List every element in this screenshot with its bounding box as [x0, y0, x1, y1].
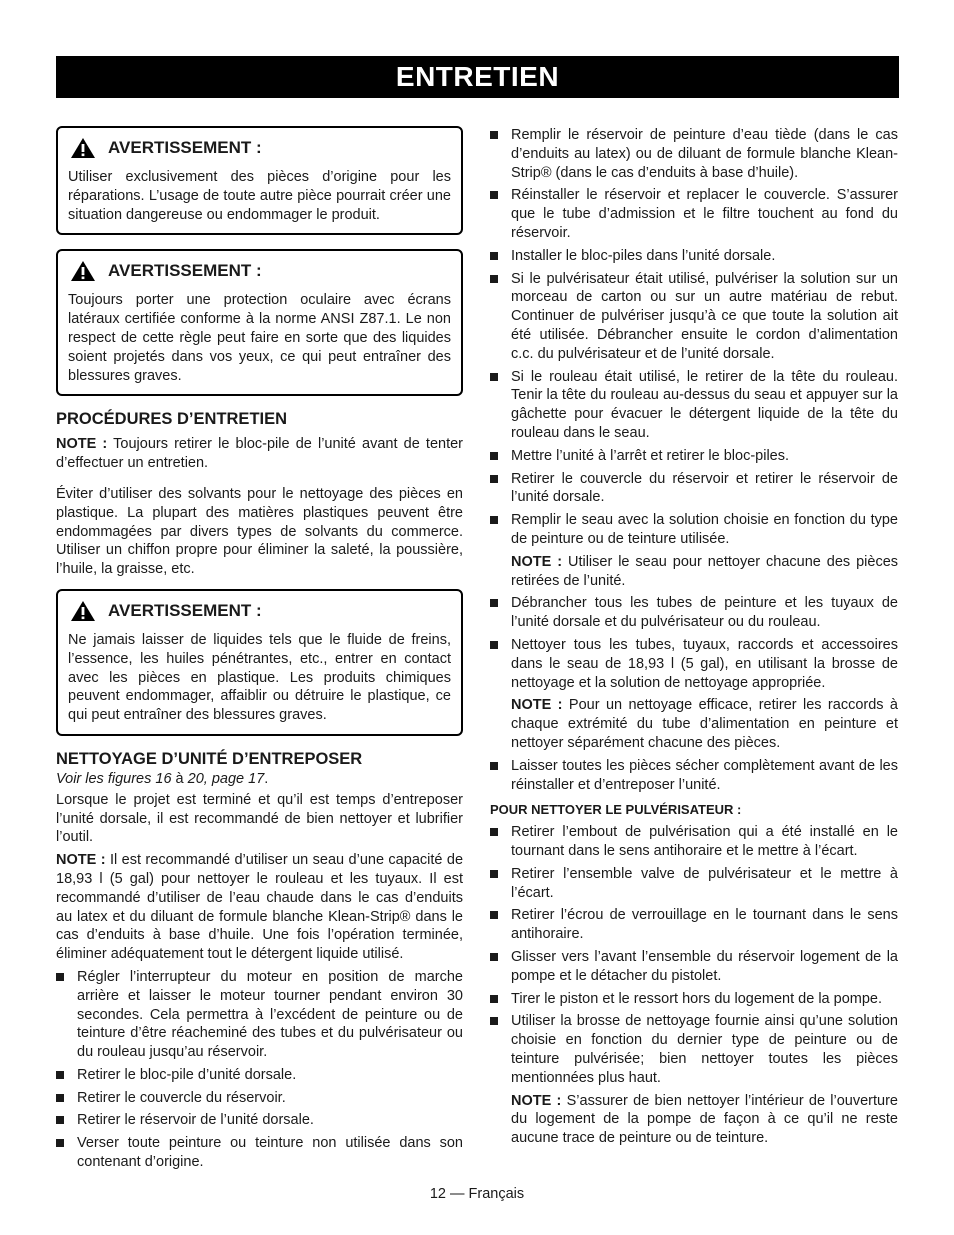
bullet-icon	[56, 1116, 64, 1124]
page-title: ENTRETIEN	[56, 56, 899, 98]
bullet-icon	[490, 828, 498, 836]
left-column	[56, 126, 463, 1176]
storage-steps-right-b	[490, 594, 898, 692]
list-item	[490, 1012, 898, 1087]
list-item	[490, 511, 898, 549]
list-item	[490, 594, 898, 632]
note-label: NOTE :	[56, 852, 106, 869]
list-item-text: Régler l’interrupteur du moteur en position de marche arrière et laisser le moteur tourner pendant environ 30 secondes. Cela permettra à l’excédent de peinture ou de teinture d’être réacheminé des tubes et du pulvérisateur ou du rouleau jusqu’au réservoir.	[77, 968, 463, 1061]
note-label: NOTE :	[56, 436, 108, 453]
bullet-icon	[56, 973, 64, 981]
bullet-icon	[490, 373, 498, 381]
bullet-icon	[490, 516, 498, 524]
list-item-text: Remplir le réservoir de peinture d’eau tiède (dans le cas d’enduits au latex) ou de diluant de formule blanche Klean-Strip® (dans le cas d’enduits à base d’huile).	[511, 127, 898, 181]
procedures-heading: PROCÉDURES D’ENTRETIEN	[56, 410, 288, 429]
note-label: NOTE :	[511, 1092, 562, 1109]
warning-box	[56, 589, 463, 736]
list-item	[490, 126, 898, 182]
sprayer-heading: POUR NETTOYER LE PULVÉRISATEUR :	[490, 802, 742, 818]
bullet-icon	[490, 641, 498, 649]
warning-header	[70, 600, 451, 622]
list-item-text: Remplir le seau avec la solution choisie en fonction du type de peinture ou de teinture utilisée.	[511, 512, 898, 547]
pump-opening-note	[490, 1092, 898, 1148]
bucket-note	[490, 553, 898, 591]
list-item-text: Retirer le couvercle du réservoir.	[77, 1089, 286, 1106]
storage-steps-right-c	[490, 757, 898, 795]
list-item-text: Retirer l’embout de pulvérisation qui a été installé en le tournant dans le sens antihoraire et le mettre à l’écart.	[511, 824, 898, 860]
warning-text: Toujours porter une protection oculaire avec écrans latéraux certifiée conforme à la norme ANSI Z87.1. Le non respect de cette règle peut faire en sorte que des liquides soient projetés dans vos yeux, ce qui peut entraîner des blessures graves.	[68, 292, 451, 384]
note-text: Utiliser le seau pour nettoyer chacune des pièces retirées de l’unité.	[511, 553, 899, 589]
list-item	[56, 1134, 463, 1172]
warning-title: AVERTISSEMENT :	[108, 600, 262, 620]
list-item	[490, 270, 898, 364]
list-item-text: Mettre l’unité à l’arrêt et retirer le bloc-piles.	[511, 447, 790, 464]
fittings-note	[490, 696, 898, 752]
figure-ref-mid: à	[171, 770, 188, 787]
bullet-icon	[490, 911, 498, 919]
warning-box	[56, 126, 463, 235]
list-item	[490, 906, 898, 944]
list-item-text: Retirer l’ensemble valve de pulvérisateur et le mettre à l’écart.	[511, 865, 898, 901]
storage-steps-left	[56, 968, 463, 1172]
warning-header	[70, 137, 451, 159]
bullet-icon	[56, 1094, 64, 1102]
list-item	[490, 368, 898, 443]
warning-text: Ne jamais laisser de liquides tels que le fluide de freins, l’essence, les huiles pénétrantes, etc., entrer en contact avec les pièces en plastique. Les produits chimiques peuvent endommager, affaiblir ou détruire le plastique, ce qui peut entraîner des blessures graves.	[68, 631, 451, 724]
bullet-icon	[490, 131, 498, 139]
storage-heading: NETTOYAGE D’UNITÉ D’ENTREPOSER	[56, 749, 363, 768]
list-item-text: Utiliser la brosse de nettoyage fournie ainsi qu’une solution choisie en fonction du dernier type de peinture ou de teinture pulvérisée; bien nettoyer toutes les pièces mentionnées plus haut.	[511, 1013, 898, 1086]
warning-title: AVERTISSEMENT :	[108, 138, 262, 157]
storage-note	[56, 851, 463, 964]
list-item	[56, 1066, 463, 1085]
bullet-icon	[490, 452, 498, 460]
list-item	[490, 948, 898, 986]
list-item-text: Réinstaller le réservoir et replacer le couvercle. S’assurer que le tube d’admission et le filtre touchent au fond du réservoir.	[511, 187, 898, 241]
figure-ref-period: .	[264, 770, 269, 787]
list-item-text: Installer le bloc-piles dans l’unité dorsale.	[511, 247, 776, 264]
list-item-text: Tirer le piston et le ressort hors du logement de la pompe.	[511, 990, 883, 1007]
list-item-text: Verser toute peinture ou teinture non utilisée dans son contenant d’origine.	[77, 1135, 463, 1171]
list-item-text: Retirer le réservoir de l’unité dorsale.	[77, 1112, 314, 1129]
figure-reference	[56, 770, 463, 789]
list-item	[56, 1111, 463, 1130]
right-column	[490, 126, 898, 1152]
storage-steps-right	[490, 126, 898, 549]
list-item-text: Si le pulvérisateur était utilisé, pulvériser la solution sur un morceau de carton ou sur un autre matériau de rebut. Continuer de pulvériser jusqu’à ce que toute la solution ait été utilisée. Débrancher ensuite le cordon d’alimentation c.c. du pulvérisateur et de l’unité dorsale.	[511, 270, 898, 362]
note-text: Toujours retirer le bloc-pile de l’unité avant de tenter d’effectuer un entretien.	[56, 436, 463, 472]
list-item	[490, 447, 898, 466]
bullet-icon	[490, 252, 498, 260]
bullet-icon	[490, 1017, 498, 1025]
list-item	[490, 865, 898, 903]
warning-triangle-icon	[70, 137, 96, 159]
bullet-icon	[56, 1071, 64, 1079]
note-text: S’assurer de bien nettoyer l’intérieur de l’ouverture du logement de la pompe de façon à ce qu’il ne reste aucune trace de peinture ou de teinture.	[511, 1092, 898, 1147]
list-item-text: Retirer le couvercle du réservoir et retirer le réservoir de l’unité dorsale.	[511, 470, 898, 506]
bullet-icon	[490, 191, 498, 199]
list-item-text: Glisser vers l’avant l’ensemble du réservoir logement de la pompe et le détacher du pistolet.	[511, 949, 898, 984]
list-item	[490, 186, 898, 242]
list-item	[56, 968, 463, 1062]
page-footer: 12 — Français	[429, 1186, 525, 1202]
figure-ref-start: Voir les figures 16	[56, 770, 172, 787]
bullet-icon	[56, 1139, 64, 1147]
list-item-text: Si le rouleau était utilisé, le retirer de la tête du rouleau. Tenir la tête du rouleau au-dessus du seau et appuyer sur la gâchette pour évacuer le détergent liquide de la tête du rouleau dans le seau.	[511, 368, 898, 441]
bullet-icon	[490, 275, 498, 283]
warning-triangle-icon	[70, 600, 96, 622]
list-item-text: Retirer le bloc-pile d’unité dorsale.	[77, 1066, 297, 1083]
bullet-icon	[490, 762, 498, 770]
list-item	[490, 823, 898, 861]
list-item	[490, 636, 898, 692]
bullet-icon	[490, 995, 498, 1003]
warning-box	[56, 249, 463, 396]
bullet-icon	[490, 953, 498, 961]
note-label: NOTE :	[511, 553, 563, 570]
procedures-paragraph: Éviter d’utiliser des solvants pour le nettoyage des pièces en plastique. La plupart des matières plastiques peuvent être endommagées par divers types de solvants du commerce. Utiliser un chiffon propre pour éliminer la saleté, la poussière, l’huile, la graisse, etc.	[56, 485, 463, 578]
warning-text: Utiliser exclusivement des pièces d’origine pour les réparations. L’usage de toute autre pièce pourrait créer une situation dangereuse ou endommager le produit.	[68, 169, 451, 223]
list-item	[490, 247, 898, 266]
warning-triangle-icon	[70, 260, 96, 282]
sprayer-steps	[490, 823, 898, 1087]
storage-intro: Lorsque le projet est terminé et qu’il est temps d’entreposer l’unité dorsale, il est recommandé de bien nettoyer et lubrifier l’outil.	[56, 791, 463, 846]
list-item	[490, 757, 898, 795]
list-item-text: Retirer l’écrou de verrouillage en le tournant dans le sens antihoraire.	[511, 907, 898, 943]
list-item	[490, 990, 898, 1009]
warning-title: AVERTISSEMENT :	[108, 261, 262, 281]
bullet-icon	[490, 475, 498, 483]
figure-ref-end: 20, page 17	[187, 770, 265, 787]
bullet-icon	[490, 870, 498, 878]
bullet-icon	[490, 599, 498, 607]
warning-header	[70, 260, 451, 282]
list-item-text: Laisser toutes les pièces sécher complètement avant de les réinstaller et d’entreposer l’unité.	[511, 757, 898, 793]
list-item-text: Débrancher tous les tubes de peinture et les tuyaux de l’unité dorsale et du pulvérisateur ou du rouleau.	[511, 595, 898, 631]
note-text: Pour un nettoyage efficace, retirer les raccords à chaque extrémité du tube d’alimentation en peinture et nettoyer séparément chacune des pièces.	[511, 697, 898, 751]
procedures-note	[56, 435, 463, 473]
list-item-text: Nettoyer tous les tubes, tuyaux, raccords et accessoires dans le seau de 18,93 l (5 gal), en utilisant la brosse de nettoyage et la solution de nettoyage appropriée.	[511, 636, 898, 691]
note-label: NOTE :	[511, 697, 563, 714]
list-item	[490, 470, 898, 508]
note-text: Il est recommandé d’utiliser un seau d’une capacité de 18,93 l (5 gal) pour nettoyer le rouleau et les tuyaux. Il est recommandé d’utiliser de l’eau chaude dans le cas d’enduits au latex et du diluant de formule blanche Klean-Strip® dans le cas d’enduits à base d’huile. Une fois l’opération terminée, éliminer adéquatement tout le détergent liquide utilisé.	[56, 852, 464, 963]
list-item	[56, 1089, 463, 1108]
